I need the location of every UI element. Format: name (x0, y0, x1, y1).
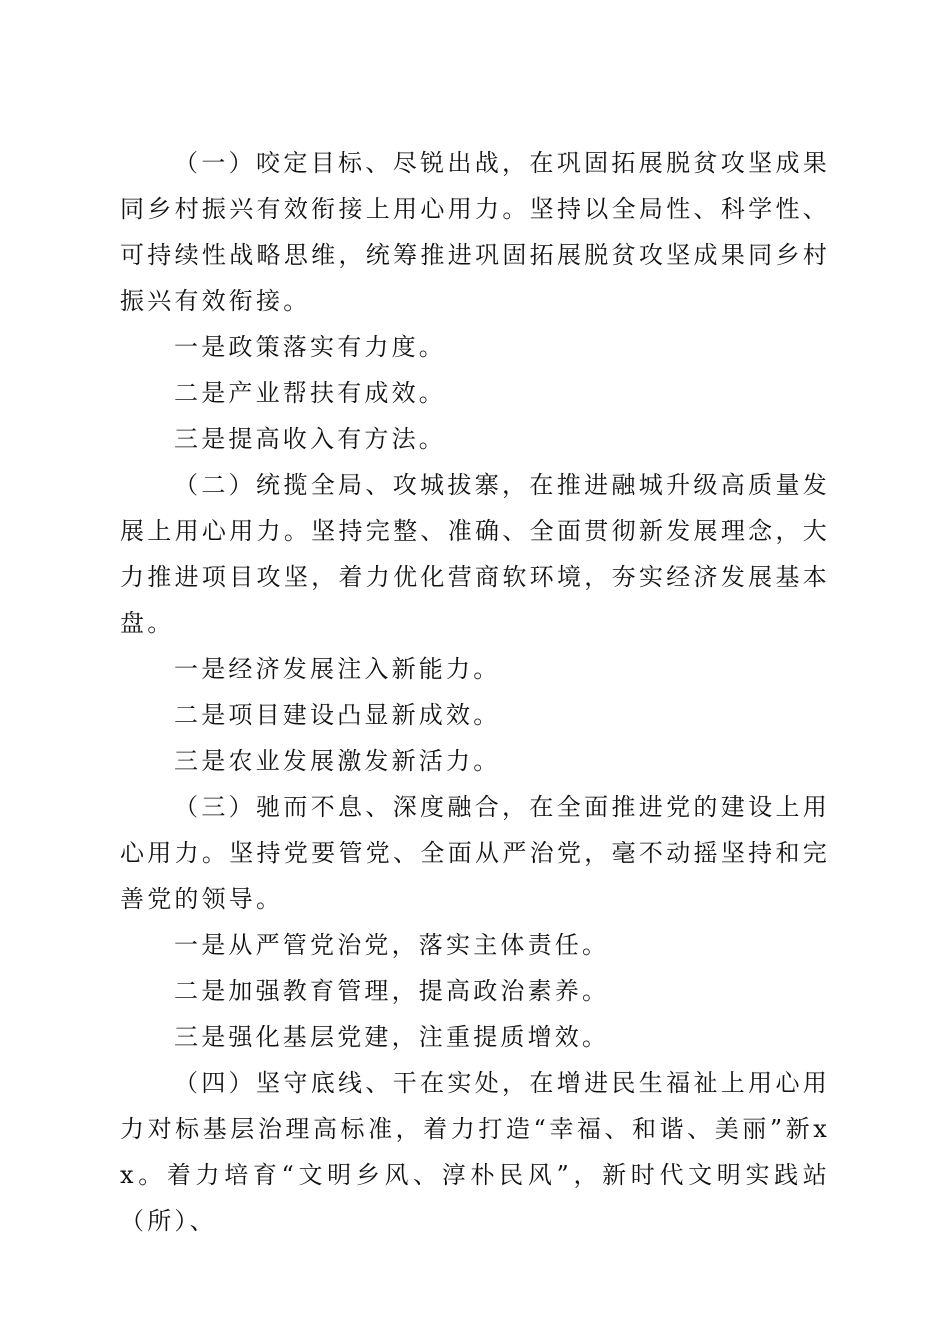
section-three-heading-paragraph: （三）驰而不息、深度融合，在全面推进党的建设上用心用力。坚持党要管党、全面从严治党，毫不动摇坚持和完善党的领导。 (120, 793, 830, 913)
section-one-point-1: 一是政策落实有力度。 (174, 333, 446, 361)
section-two-heading-paragraph: （二）统揽全局、攻城拔寨，在推进融城升级高质量发展上用心用力。坚持完整、准确、全面贯彻新发展理念，大力推进项目攻坚，着力优化营商软环境，夯实经济发展基本盘。 (120, 471, 830, 637)
section-three-point-1: 一是从严管党治党，落实主体责任。 (174, 931, 610, 959)
section-three-point-2: 二是加强教育管理，提高政治素养。 (174, 977, 610, 1005)
section-one-heading-paragraph: （一）咬定目标、尽锐出战，在巩固拓展脱贫攻坚成果同乡村振兴有效衔接上用心用力。坚持以全局性、科学性、可持续性战略思维，统筹推进巩固拓展脱贫攻坚成果同乡村振兴有效衔接。 (120, 149, 830, 315)
section-two-point-2: 二是项目建设凸显新成效。 (174, 701, 501, 729)
section-two-point-3: 三是农业发展激发新活力。 (174, 747, 501, 775)
section-four-heading-paragraph: （四）坚守底线、干在实处，在增进民生福祉上用心用力对标基层治理高标准，着力打造“幸福、和谐、美丽”新xx。着力培育“文明乡风、淳朴民风”，新时代文明实践站（所）、 (120, 1069, 830, 1235)
section-one-point-3: 三是提高收入有方法。 (174, 425, 446, 453)
section-two-point-1: 一是经济发展注入新能力。 (174, 655, 501, 683)
section-three-point-3: 三是强化基层党建，注重提质增效。 (174, 1023, 610, 1051)
document-body (120, 140, 830, 1244)
section-one-point-2: 二是产业帮扶有成效。 (174, 379, 446, 407)
